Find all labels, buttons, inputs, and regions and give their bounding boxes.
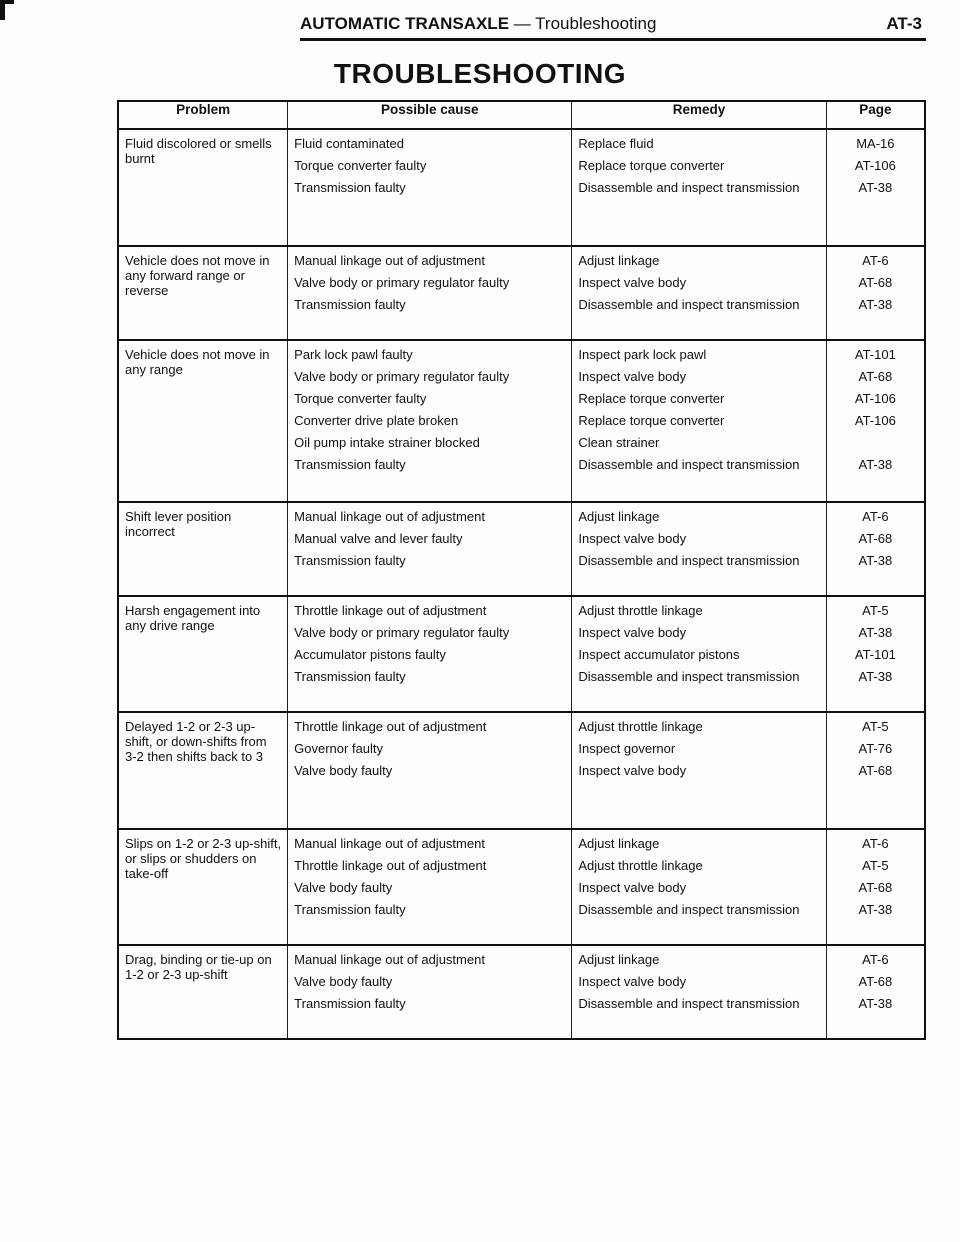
cause-line: Manual valve and lever faulty xyxy=(294,531,463,546)
page-corner-mark-top xyxy=(0,0,14,4)
problem-cell: Shift lever position incorrect xyxy=(125,509,232,539)
page-line xyxy=(833,435,918,450)
cause-line: Torque converter faulty xyxy=(294,158,427,173)
remedy-cell xyxy=(572,829,826,945)
page-line: AT-76 xyxy=(858,741,893,756)
page-line: AT-68 xyxy=(858,531,893,546)
cause-line: Governor faulty xyxy=(294,741,384,756)
remedy-cell xyxy=(572,945,826,1039)
page-line: AT-101 xyxy=(854,347,896,362)
problem-cell: Fluid discolored or smells burnt xyxy=(125,136,272,166)
remedy-cell xyxy=(572,502,826,596)
cause-line: Transmission faulty xyxy=(294,902,406,917)
problem-cell: Delayed 1-2 or 2-3 up-shift, or down-shifts from 3-2 then shifts back to 3 xyxy=(125,719,267,764)
table-row xyxy=(118,502,925,596)
cause-line: Manual linkage out of adjustment xyxy=(294,952,485,967)
header-subsection: Troubleshooting xyxy=(535,14,657,33)
remedy-line: Inspect accumulator pistons xyxy=(578,647,740,662)
page-line: AT-6 xyxy=(862,836,889,851)
cause-line: Transmission faulty xyxy=(294,180,406,195)
page-line: AT-38 xyxy=(858,297,893,312)
header-separator: — xyxy=(509,14,536,33)
cause-cell xyxy=(288,829,572,945)
cause-cell xyxy=(288,129,572,246)
table-row xyxy=(118,945,925,1039)
page-cell xyxy=(826,502,925,596)
cause-line: Valve body faulty xyxy=(294,974,393,989)
troubleshooting-table-wrapper xyxy=(117,100,926,1040)
page-cell xyxy=(826,829,925,945)
remedy-line: Adjust throttle linkage xyxy=(578,719,703,734)
problem-cell: Vehicle does not move in any range xyxy=(125,347,270,377)
column-header-problem: Problem xyxy=(118,101,288,129)
page-line: AT-68 xyxy=(858,275,893,290)
page-line: AT-5 xyxy=(862,858,889,873)
remedy-line: Disassemble and inspect transmission xyxy=(578,996,800,1011)
cause-line: Manual linkage out of adjustment xyxy=(294,253,485,268)
cause-line: Valve body faulty xyxy=(294,763,393,778)
remedy-line: Adjust throttle linkage xyxy=(578,603,703,618)
page-line: AT-106 xyxy=(854,391,896,406)
cause-line: Accumulator pistons faulty xyxy=(294,647,446,662)
remedy-cell xyxy=(572,712,826,829)
cause-cell xyxy=(288,340,572,502)
remedy-line: Adjust throttle linkage xyxy=(578,858,703,873)
page-cell xyxy=(826,945,925,1039)
page-cell xyxy=(826,246,925,340)
cause-line: Park lock pawl faulty xyxy=(294,347,413,362)
page-line: AT-101 xyxy=(854,647,896,662)
page-line: AT-5 xyxy=(862,603,889,618)
cause-line: Valve body faulty xyxy=(294,880,393,895)
page-cell xyxy=(826,596,925,712)
page-line: AT-38 xyxy=(858,902,893,917)
cause-cell xyxy=(288,712,572,829)
page-line: MA-16 xyxy=(856,136,895,151)
problem-cell: Harsh engagement into any drive range xyxy=(125,603,261,633)
table-row xyxy=(118,246,925,340)
cause-cell xyxy=(288,246,572,340)
remedy-cell xyxy=(572,246,826,340)
troubleshooting-table xyxy=(117,100,926,1040)
page-line: AT-5 xyxy=(862,719,889,734)
column-header-cause: Possible cause xyxy=(288,101,572,129)
cause-cell xyxy=(288,502,572,596)
page-line: AT-6 xyxy=(862,952,889,967)
page-line: AT-68 xyxy=(858,974,893,989)
cause-line: Throttle linkage out of adjustment xyxy=(294,719,487,734)
table-row xyxy=(118,712,925,829)
remedy-line: Inspect valve body xyxy=(578,275,687,290)
cause-cell xyxy=(288,945,572,1039)
page-cell xyxy=(826,340,925,502)
page-line: AT-38 xyxy=(858,180,893,195)
page-cell xyxy=(826,712,925,829)
cause-line: Torque converter faulty xyxy=(294,391,427,406)
table-header-row xyxy=(118,101,925,129)
remedy-line: Clean strainer xyxy=(578,435,660,450)
remedy-line: Inspect park lock pawl xyxy=(578,347,707,362)
remedy-line: Disassemble and inspect transmission xyxy=(578,180,800,195)
page-title: TROUBLESHOOTING xyxy=(333,58,627,89)
cause-line: Valve body or primary regulator faulty xyxy=(294,275,510,290)
table-row xyxy=(118,129,925,246)
page-line: AT-38 xyxy=(858,457,893,472)
cause-line: Converter drive plate broken xyxy=(294,413,459,428)
remedy-line: Disassemble and inspect transmission xyxy=(578,902,800,917)
remedy-line: Inspect valve body xyxy=(578,369,687,384)
header-rule xyxy=(300,38,926,41)
page-line: AT-106 xyxy=(854,413,896,428)
remedy-line: Inspect valve body xyxy=(578,880,687,895)
page-line: AT-6 xyxy=(862,509,889,524)
cause-line: Transmission faulty xyxy=(294,297,406,312)
table-row xyxy=(118,829,925,945)
page-cell xyxy=(826,129,925,246)
cause-line: Transmission faulty xyxy=(294,996,406,1011)
remedy-line: Replace torque converter xyxy=(578,413,725,428)
remedy-line: Disassemble and inspect transmission xyxy=(578,669,800,684)
problem-cell: Slips on 1-2 or 2-3 up-shift, or slips or shudders on take-off xyxy=(125,836,282,881)
remedy-line: Replace torque converter xyxy=(578,391,725,406)
cause-line: Fluid contaminated xyxy=(294,136,404,151)
cause-line: Transmission faulty xyxy=(294,553,406,568)
remedy-line: Disassemble and inspect transmission xyxy=(578,297,800,312)
table-row xyxy=(118,340,925,502)
page-line: AT-38 xyxy=(858,669,893,684)
page-line: AT-68 xyxy=(858,880,893,895)
cause-line: Transmission faulty xyxy=(294,669,406,684)
remedy-cell xyxy=(572,340,826,502)
column-header-remedy: Remedy xyxy=(572,101,826,129)
cause-line: Manual linkage out of adjustment xyxy=(294,836,485,851)
cause-line: Throttle linkage out of adjustment xyxy=(294,858,487,873)
remedy-line: Replace fluid xyxy=(578,136,654,151)
page-line: AT-38 xyxy=(858,625,893,640)
problem-cell: Drag, binding or tie-up on 1-2 or 2-3 up-shift xyxy=(125,952,272,982)
cause-line: Oil pump intake strainer blocked xyxy=(294,435,480,450)
remedy-line: Disassemble and inspect transmission xyxy=(578,457,800,472)
remedy-line: Adjust linkage xyxy=(578,836,660,851)
cause-line: Manual linkage out of adjustment xyxy=(294,509,485,524)
page-line: AT-38 xyxy=(858,553,893,568)
page-line: AT-68 xyxy=(858,369,893,384)
page-line: AT-6 xyxy=(862,253,889,268)
cause-line: Throttle linkage out of adjustment xyxy=(294,603,487,618)
cause-line: Valve body or primary regulator faulty xyxy=(294,369,510,384)
remedy-line: Inspect valve body xyxy=(578,531,687,546)
running-header xyxy=(300,14,926,36)
remedy-line: Adjust linkage xyxy=(578,509,660,524)
header-section: AUTOMATIC TRANSAXLE xyxy=(300,14,510,33)
remedy-line: Adjust linkage xyxy=(578,253,660,268)
remedy-line: Inspect governor xyxy=(578,741,676,756)
column-header-page: Page xyxy=(826,101,925,129)
cause-cell xyxy=(288,596,572,712)
remedy-cell xyxy=(572,596,826,712)
remedy-line: Disassemble and inspect transmission xyxy=(578,553,800,568)
header-page-number: AT-3 xyxy=(886,14,922,33)
remedy-line: Inspect valve body xyxy=(578,625,687,640)
page-line: AT-38 xyxy=(858,996,893,1011)
cause-line: Transmission faulty xyxy=(294,457,406,472)
problem-cell: Vehicle does not move in any forward range or reverse xyxy=(125,253,270,298)
remedy-line: Replace torque converter xyxy=(578,158,725,173)
page-line: AT-68 xyxy=(858,763,893,778)
remedy-line: Inspect valve body xyxy=(578,763,687,778)
page-line: AT-106 xyxy=(854,158,896,173)
remedy-cell xyxy=(572,129,826,246)
remedy-line: Inspect valve body xyxy=(578,974,687,989)
table-row xyxy=(118,596,925,712)
remedy-line: Adjust linkage xyxy=(578,952,660,967)
cause-line: Valve body or primary regulator faulty xyxy=(294,625,510,640)
